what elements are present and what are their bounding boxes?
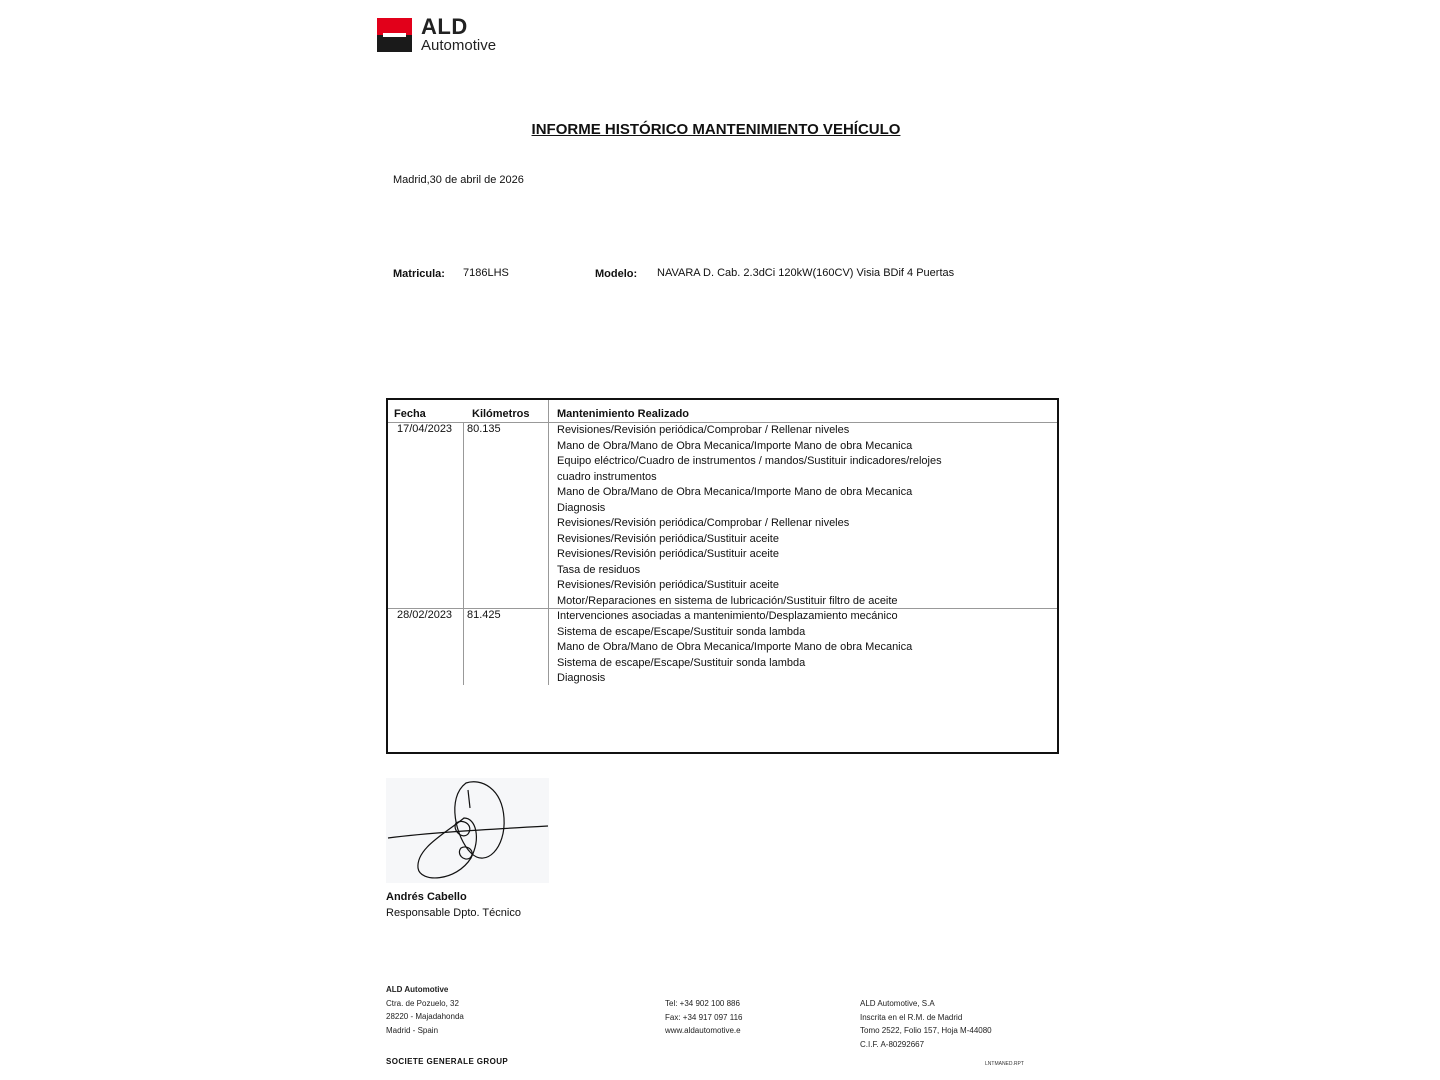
plate-value: 7186LHS	[463, 267, 509, 279]
footer-address-line: Madrid - Spain	[386, 1025, 439, 1035]
task-item: Diagnosis	[557, 501, 606, 514]
footer-phone: Tel: +34 902 100 886	[665, 999, 740, 1008]
footer-address-line: Ctra. de Pozuelo, 32	[386, 998, 459, 1008]
task-item: Sistema de escape/Escape/Sustituir sonda lambda	[557, 625, 806, 638]
row2-km: 81.425	[467, 609, 501, 621]
footer-address-line: 28220 - Majadahonda	[386, 1012, 464, 1021]
row2-date: 28/02/2023	[397, 609, 453, 621]
task-item: Revisiones/Revisión periódica/Comprobar / Rellenar niveles	[557, 517, 850, 529]
task-item: cuadro instrumentos	[557, 470, 657, 483]
task-item: Mano de Obra/Mano de Obra Mecanica/Importe Mano de obra Mecanica	[557, 486, 913, 498]
task-item: Revisiones/Revisión periódica/Sustituir aceite	[557, 532, 779, 545]
task-item: Intervenciones asociadas a mantenimiento/Desplazamiento mecánico	[557, 610, 898, 622]
task-item: Diagnosis	[557, 672, 606, 684]
model-label: Modelo:	[595, 268, 638, 280]
footer-company: ALD Automotive	[386, 985, 449, 994]
header-kilometros: Kilómetros	[472, 408, 530, 420]
task-item: Mano de Obra/Mano de Obra Mecanica/Importe Mano de obra Mecanica	[557, 641, 913, 653]
date-line: Madrid,30 de abril de 2026	[393, 174, 524, 186]
header-fecha: Fecha	[394, 408, 426, 420]
task-item: Revisiones/Revisión periódica/Comprobar / Rellenar niveles	[557, 424, 850, 436]
signer-role: Responsable Dpto. Técnico	[386, 907, 521, 919]
footer-legal-line: C.I.F. A-80292667	[860, 1039, 925, 1049]
footer-legal-line: Inscrita en el R.M. de Madrid	[860, 1012, 963, 1022]
task-item: Tasa de residuos	[557, 563, 641, 576]
task-item: Motor/Reparaciones en sistema de lubricación/Sustituir filtro de aceite	[557, 594, 898, 607]
plate-label: Matricula:	[393, 268, 445, 280]
task-item: Sistema de escape/Escape/Sustituir sonda lambda	[557, 656, 806, 669]
row1-tasks	[557, 423, 942, 609]
handwritten-signature	[386, 778, 549, 883]
logo-text-ald: ALD	[421, 14, 468, 39]
column-divider-1	[463, 422, 464, 685]
footer-legal-line: Tomo 2522, Folio 157, Hoja M-44080	[860, 1026, 992, 1035]
footer-address-block	[386, 983, 464, 1037]
task-item: Mano de Obra/Mano de Obra Mecanica/Importe Mano de obra Mecanica	[557, 439, 913, 452]
footer-fax: Fax: +34 917 097 116	[665, 1012, 743, 1022]
logo-text-automotive: Automotive	[421, 37, 497, 54]
report-title: INFORME HISTÓRICO MANTENIMIENTO VEHÍCULO	[531, 121, 901, 138]
row1-date: 17/04/2023	[397, 423, 453, 435]
header-mantenimiento: Mantenimiento Realizado	[557, 408, 690, 420]
task-item: Equipo eléctrico/Cuadro de instrumentos / mandos/Sustituir indicadores/relojes	[557, 455, 942, 467]
task-item: Revisiones/Revisión periódica/Sustituir aceite	[557, 579, 779, 591]
footer-group-name: SOCIETE GENERALE GROUP	[386, 1057, 509, 1066]
footer-report-ref: LNTMANED.RPT	[985, 1061, 1024, 1067]
row2-tasks	[557, 609, 912, 687]
column-divider-2	[548, 400, 549, 685]
ald-logo-mark	[377, 18, 412, 52]
footer-website: www.aldautomotive.e	[665, 1026, 741, 1035]
row1-km: 80.135	[467, 423, 501, 435]
signer-name: Andrés Cabello	[386, 891, 467, 903]
task-item: Revisiones/Revisión periódica/Sustituir aceite	[557, 548, 779, 560]
footer-legal-block	[860, 997, 992, 1051]
footer-contact-block	[665, 997, 742, 1038]
maintenance-table	[386, 398, 1059, 754]
footer-legal-line: ALD Automotive, S.A	[860, 999, 935, 1008]
model-value: NAVARA D. Cab. 2.3dCi 120kW(160CV) Visia BDif 4 Puertas	[657, 267, 955, 279]
